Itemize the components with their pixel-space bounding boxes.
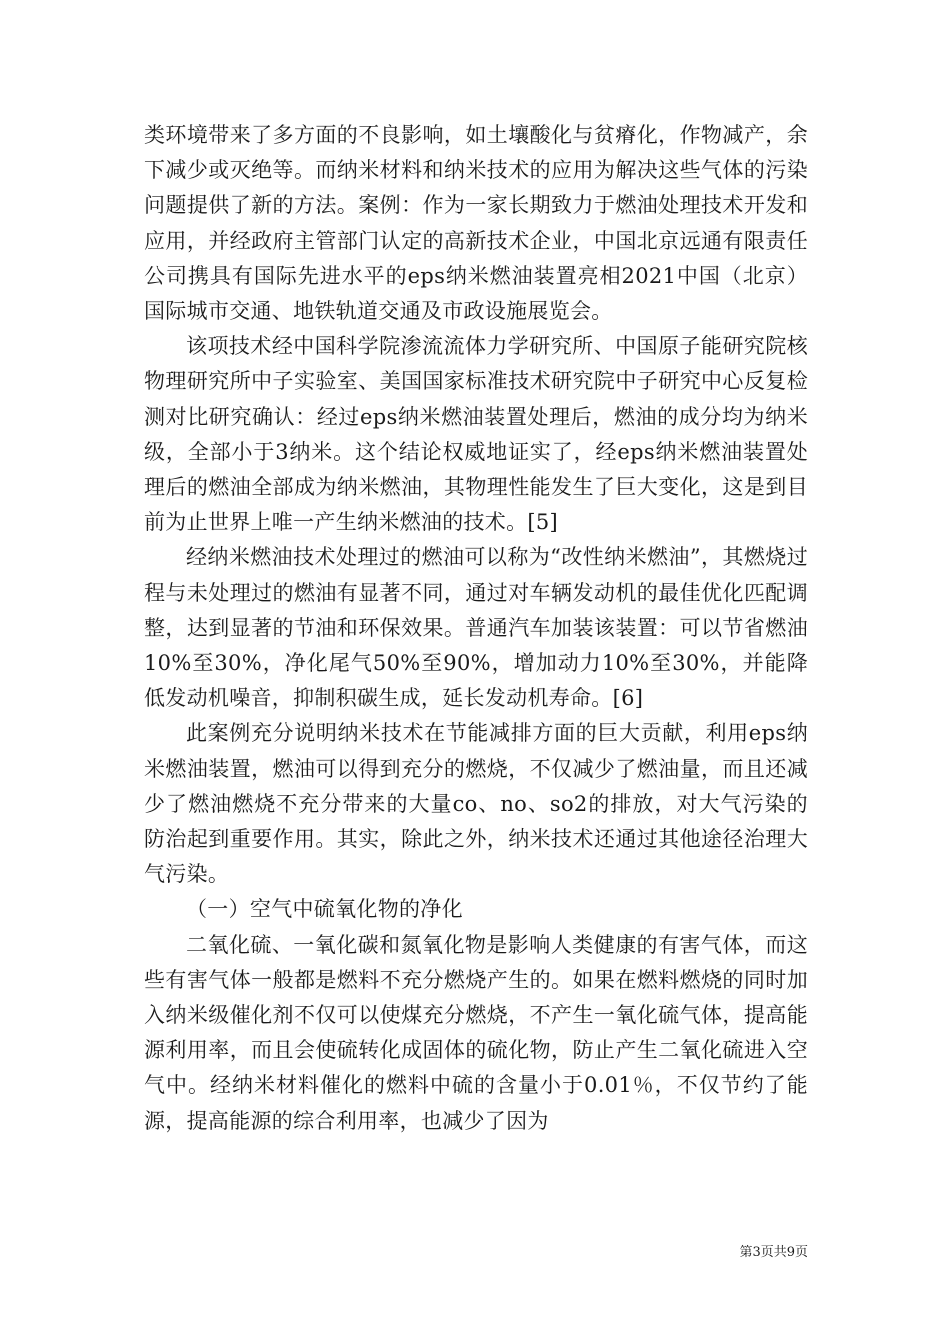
- paragraph: 二氧化硫、一氧化碳和氮氧化物是影响人类健康的有害气体，而这些有害气体一般都是燃料不充分燃烧产生的。如果在燃料燃烧的同时加入纳米级催化剂不仅可以使煤充分燃烧，不产生一氧化硫气体，提高能源利用率，而且会使硫转化成固体的硫化物，防止产生二氧化硫进入空气中。经纳米材料催化的燃料中硫的含量小于0.01％，不仅节约了能源，提高能源的综合利用率，也减少了因为: [144, 932, 808, 1133]
- page-number: 第3页共9页: [739, 1245, 808, 1260]
- section-heading: （一）空气中硫氧化物的净化: [186, 897, 463, 922]
- paragraph: 此案例充分说明纳米技术在节能减排方面的巨大贡献，利用eps纳米燃油装置，燃油可以得到充分的燃烧，不仅减少了燃油量，而且还减少了燃油燃烧不充分带来的大量co、no、so2的排放，对大气污染的防治起到重要作用。其实，除此之外，纳米技术还通过其他途径治理大气污染。: [144, 721, 808, 887]
- document-body: [144, 118, 808, 1139]
- paragraph: 该项技术经中国科学院渗流流体力学研究所、中国原子能研究院核物理研究所中子实验室、美国国家标准技术研究院中子研究中心反复检测对比研究确认：经过eps纳米燃油装置处理后，燃油的成分均为纳米级，全部小于3纳米。这个结论权威地证实了，经eps纳米燃油装置处理后的燃油全部成为纳米燃油，其物理性能发生了巨大变化，这是到目前为止世界上唯一产生纳米燃油的技术。[5]: [144, 334, 808, 535]
- paragraph-continuation: 类环境带来了多方面的不良影响，如土壤酸化与贫瘠化，作物减产，余下减少或灭绝等。而纳米材料和纳米技术的应用为解决这些气体的污染问题提供了新的方法。案例：作为一家长期致力于燃油处理技术开发和应用，并经政府主管部门认定的高新技术企业，中国北京远通有限责任公司携具有国际先进水平的eps纳米燃油装置亮相2021中国（北京）国际城市交通、地铁轨道交通及市政设施展览会。: [144, 123, 808, 324]
- paragraph: 经纳米燃油技术处理过的燃油可以称为“改性纳米燃油”，其燃烧过程与未处理过的燃油有显著不同，通过对车辆发动机的最佳优化匹配调整，达到显著的节油和环保效果。普通汽车加装该装置：可以节省燃油10%至30%，净化尾气50%至90%，增加动力10%至30%，并能降低发动机噪音，抑制积碳生成，延长发动机寿命。[6]: [144, 545, 808, 711]
